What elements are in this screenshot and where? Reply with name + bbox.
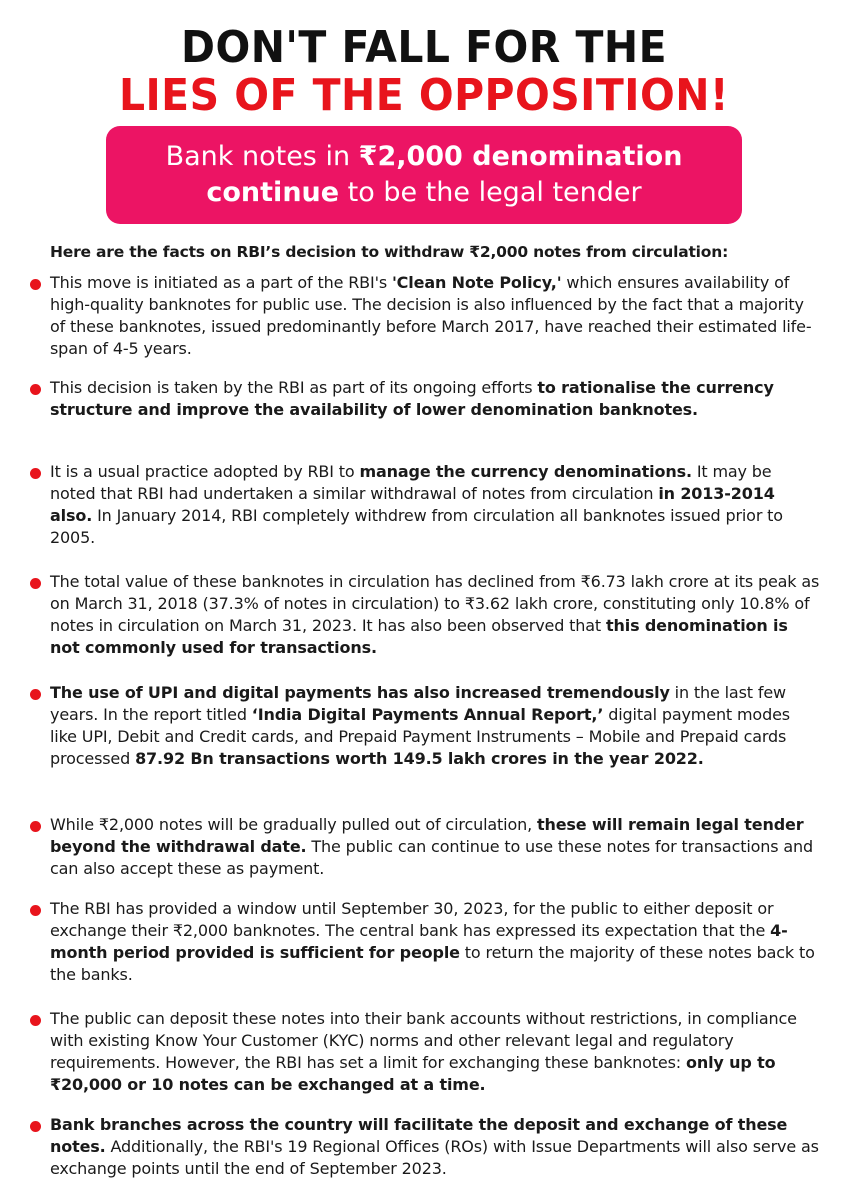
bullet-dot-icon [30, 821, 41, 832]
fact-text-part: The public can deposit these notes into their bank accounts without restrictions, in compliance with existing Know Your Customer (KYC) norms and other relevant legal and regulatory requirements. However, the RBI has set a limit for exchanging these banknotes: [50, 1009, 797, 1072]
fact-text-part: The public can continue to use these notes for transactions and can also accept these as payment. [50, 837, 814, 878]
bullet-dot-icon [30, 578, 41, 589]
banner-text: to be the legal tender [339, 177, 642, 208]
fact-text-bold: manage the currency denominations. [359, 462, 692, 481]
fact-text-part: In January 2014, RBI completely withdrew from circulation all banknotes issued prior to 2005. [50, 506, 783, 547]
fact-text-bold: 4-month period provided is sufficient for people [50, 921, 788, 962]
fact-item [30, 1114, 820, 1180]
bullet-dot-icon [30, 468, 41, 479]
fact-item [30, 461, 820, 549]
headline-line-2: LIES OF THE OPPOSITION! [118, 70, 730, 121]
fact-text-part: This decision is taken by the RBI as part of its ongoing efforts [50, 378, 538, 397]
banner-line-1 [106, 139, 742, 175]
fact-item [30, 377, 820, 421]
banner-emphasis: continue [206, 177, 340, 208]
headline-line-1: DON'T FALL FOR THE [181, 22, 667, 73]
fact-text-bold: Bank branches across the country will facilitate the deposit and exchange of these notes. [50, 1115, 788, 1156]
fact-text [50, 814, 820, 880]
fact-text-bold: 87.92 Bn transactions worth 149.5 lakh crores in the year 2022. [135, 749, 704, 768]
fact-item [30, 571, 820, 659]
fact-text-part: The total value of these banknotes in circulation has declined from ₹6.73 lakh crore at its peak as on March 31, 2018 (37.3% of notes in circulation) to ₹3.62 lakh crore, constituting only 10.8% of notes in circulation on March 31, 2023. It has also been observed that [50, 572, 820, 635]
fact-text-part: which ensures availability of high-quality banknotes for public use. The decision is also influenced by the fact that a majority of these banknotes, issued predominantly before March 2017, have reached their estimated life-span of 4-5 years. [50, 273, 812, 358]
fact-text-part: This move is initiated as a part of the RBI's [50, 273, 392, 292]
fact-item [30, 1008, 820, 1096]
fact-text-bold: ‘India Digital Payments Annual Report,’ [251, 705, 604, 724]
fact-text [50, 682, 820, 770]
bullet-dot-icon [30, 279, 41, 290]
bullet-dot-icon [30, 1121, 41, 1132]
fact-text-part: Additionally, the RBI's 19 Regional Offices (ROs) with Issue Departments will also serve as exchange points until the end of September 2023. [50, 1137, 819, 1178]
fact-text-part: It is a usual practice adopted by RBI to [50, 462, 360, 481]
bullet-dot-icon [30, 384, 41, 395]
fact-item [30, 898, 820, 986]
fact-text-part: The RBI has provided a window until September 30, 2023, for the public to either deposit or exchange their ₹2,000 banknotes. The central bank has expressed its expectation that the [50, 899, 774, 940]
fact-text-bold: only up to ₹20,000 or 10 notes can be exchanged at a time. [50, 1053, 776, 1094]
fact-text-part: to return the majority of these notes back to the banks. [50, 943, 815, 984]
bullet-dot-icon [30, 1015, 41, 1026]
fact-text [50, 1008, 820, 1096]
fact-text-bold: to rationalise the currency structure and improve the availability of lower denomination banknotes. [50, 378, 774, 419]
bullet-dot-icon [30, 689, 41, 700]
fact-text [50, 1114, 820, 1180]
banner-emphasis: ₹2,000 denomination [358, 141, 683, 172]
fact-text [50, 377, 820, 421]
banner-line-2 [106, 175, 742, 211]
fact-text [50, 571, 820, 659]
fact-item [30, 272, 820, 360]
fact-item [30, 682, 820, 770]
fact-text [50, 461, 820, 549]
legal-tender-banner [106, 126, 742, 224]
fact-text-bold: The use of UPI and digital payments has also increased tremendously [50, 683, 670, 702]
fact-text-bold: in 2013-2014 also. [50, 484, 775, 525]
banner-text: Bank notes in [165, 141, 359, 172]
fact-text-part: in the last few years. In the report titled [50, 683, 786, 724]
fact-text [50, 898, 820, 986]
fact-text-part: digital payment modes like UPI, Debit and Credit cards, and Prepaid Payment Instruments – Mobile and Prepaid cards processed [50, 705, 790, 768]
fact-item [30, 814, 820, 880]
bullet-dot-icon [30, 905, 41, 916]
fact-text-part: While ₹2,000 notes will be gradually pulled out of circulation, [50, 815, 537, 834]
fact-text [50, 272, 820, 360]
fact-text-bold: this denomination is not commonly used for transactions. [50, 616, 788, 657]
facts-intro: Here are the facts on RBI’s decision to withdraw ₹2,000 notes from circulation: [50, 243, 729, 261]
fact-text-bold: these will remain legal tender beyond the withdrawal date. [50, 815, 804, 856]
fact-text-bold: 'Clean Note Policy,' [391, 273, 562, 292]
fact-text-part: It may be noted that RBI had undertaken a similar withdrawal of notes from circulation [50, 462, 772, 503]
